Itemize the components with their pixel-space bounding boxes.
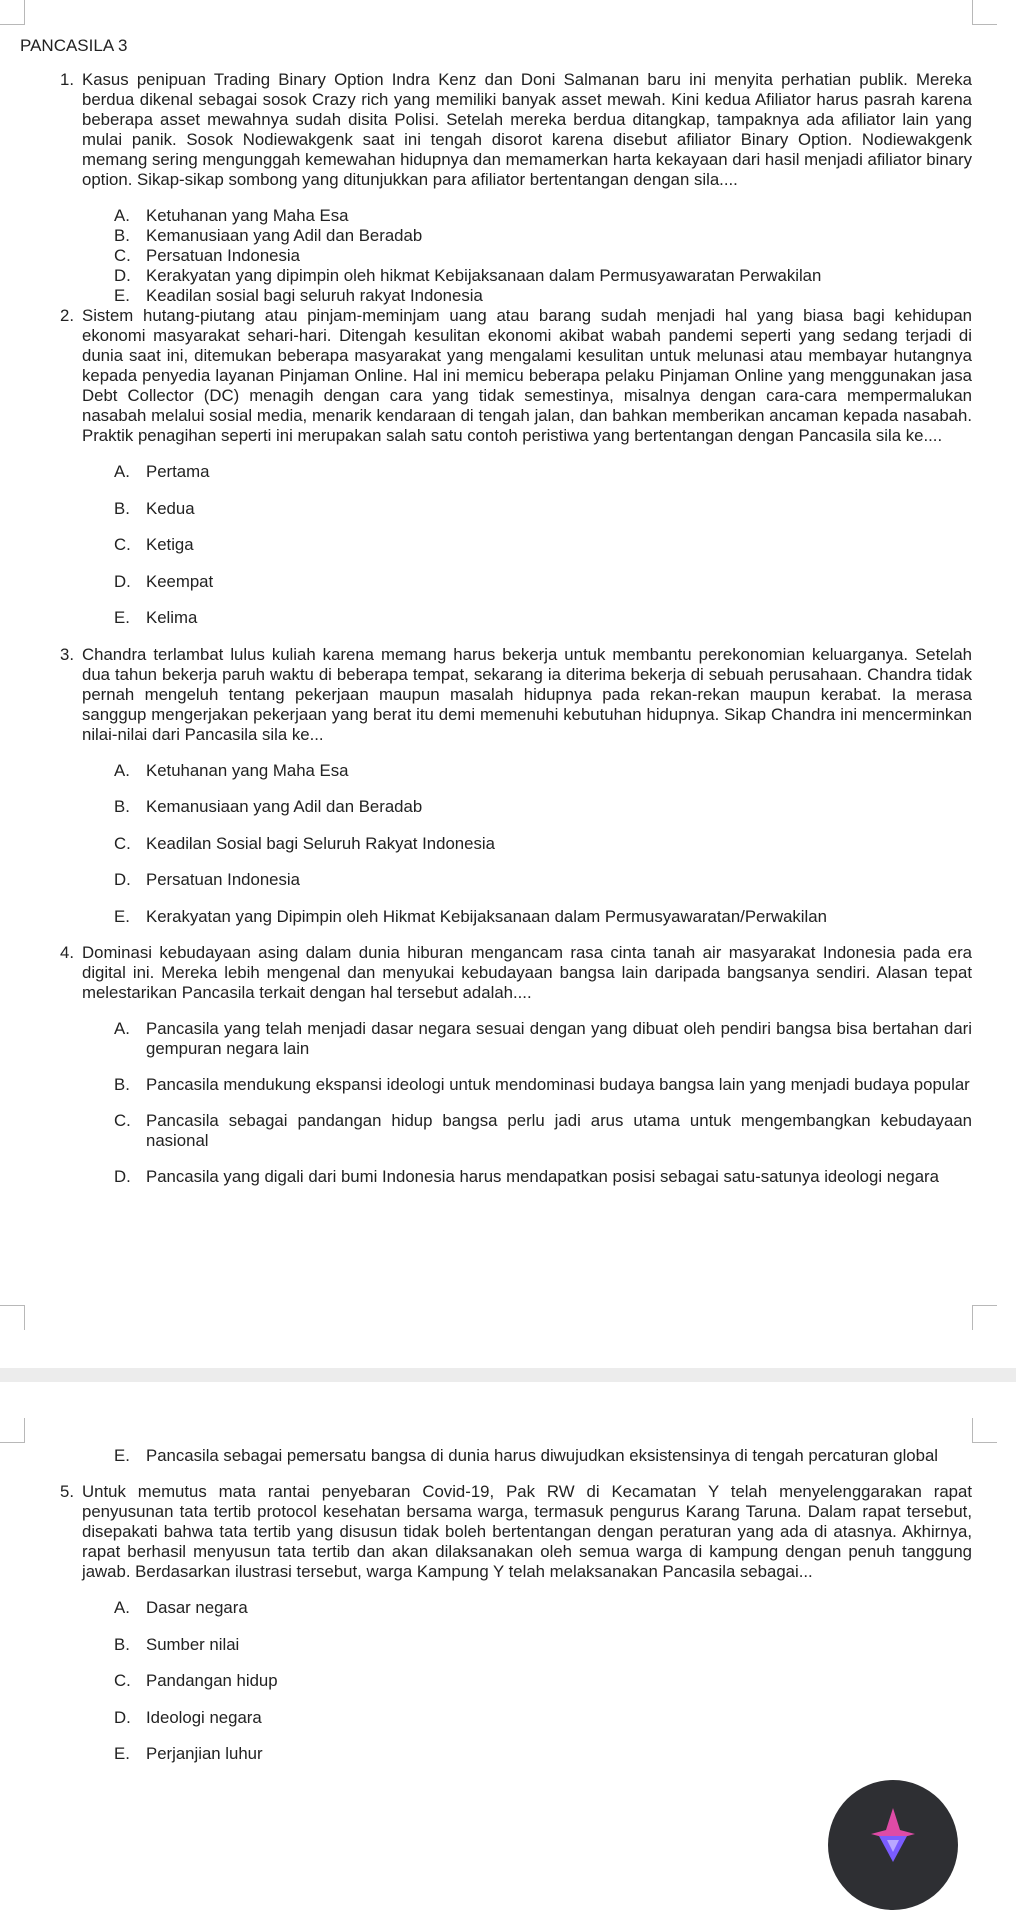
page-corner-mark bbox=[972, 0, 997, 25]
option-a[interactable] bbox=[114, 1598, 972, 1618]
options-list bbox=[20, 206, 972, 306]
option-letter: E. bbox=[114, 286, 130, 305]
option-text: Ketiga bbox=[146, 535, 194, 554]
question-number: 2. bbox=[60, 306, 74, 325]
option-text: Pancasila sebagai pandangan hidup bangsa perlu jadi arus utama untuk mengembangkan kebudayaan nasional bbox=[146, 1111, 972, 1150]
option-letter: B. bbox=[114, 1075, 130, 1094]
question-text: Chandra terlambat lulus kuliah karena memang harus bekerja untuk membantu perekonomian keluarganya. Setelah dua tahun bekerja paruh waktu di beberapa tempat, sekarang ia diterima bekerja di sebuah perusahaan. Chandra tidak pernah mengeluh tentang pekerjaan maupun masalah hidupnya pada rekan-rekan maupun kerabat. Ia merasa sanggup mengerjakan pekerjaan yang berat itu demi memenuhi kebutuhan hidupnya. Sikap Chandra ini mencerminkan nilai-nilai dari Pancasila sila ke... bbox=[82, 644, 972, 744]
option-letter: B. bbox=[114, 498, 130, 518]
question-text: Dominasi kebudayaan asing dalam dunia hiburan mengancam rasa cinta tanah air masyarakat Indonesia pada era digital ini. Mereka lebih mengenal dan menyukai kebudayaan bangsa lain daripada bangsanya sendiri. Alasan tepat melestarikan Pancasila terkait dengan hal tersebut adalah.... bbox=[82, 943, 972, 1002]
option-a[interactable] bbox=[114, 462, 972, 482]
option-letter: C. bbox=[114, 833, 131, 853]
option-text: Kedua bbox=[146, 498, 195, 518]
option-letter: A. bbox=[114, 206, 130, 225]
option-letter: B. bbox=[114, 797, 130, 816]
option-text: Persatuan Indonesia bbox=[146, 870, 300, 889]
page-2-content bbox=[20, 1446, 972, 1781]
option-d[interactable] bbox=[114, 870, 972, 890]
option-letter: C. bbox=[114, 1671, 131, 1690]
option-letter: D. bbox=[114, 571, 131, 591]
option-b[interactable] bbox=[114, 797, 972, 817]
option-letter: A. bbox=[114, 462, 130, 481]
option-text: Sumber nilai bbox=[146, 1634, 240, 1654]
option-c[interactable] bbox=[114, 535, 972, 555]
option-c[interactable] bbox=[114, 1671, 972, 1691]
option-e[interactable] bbox=[114, 286, 972, 306]
question-1 bbox=[20, 70, 972, 306]
page-corner-mark bbox=[972, 1305, 997, 1330]
options-list bbox=[20, 761, 972, 927]
option-letter: E. bbox=[114, 608, 130, 627]
option-letter: C. bbox=[114, 1111, 131, 1130]
option-letter: B. bbox=[114, 1634, 130, 1654]
option-e[interactable] bbox=[114, 608, 972, 628]
option-d[interactable] bbox=[114, 572, 972, 592]
sparkle-logo-icon bbox=[865, 1806, 921, 1866]
option-text: Ketuhanan yang Maha Esa bbox=[146, 206, 349, 225]
option-d[interactable] bbox=[114, 1708, 972, 1728]
option-text: Ketuhanan yang Maha Esa bbox=[146, 760, 349, 780]
page-1-content bbox=[20, 36, 972, 1203]
option-c[interactable] bbox=[114, 1111, 972, 1151]
question-number: 5. bbox=[60, 1482, 74, 1501]
option-b[interactable] bbox=[114, 1635, 972, 1655]
option-text: Kemanusiaan yang Adil dan Beradab bbox=[146, 797, 423, 816]
option-letter: E. bbox=[114, 1744, 130, 1763]
option-d[interactable] bbox=[114, 1167, 972, 1187]
question-text: Kasus penipuan Trading Binary Option Indra Kenz dan Doni Salmanan baru ini menyita perhatian publik. Mereka berdua dikenal sebagai sosok Crazy rich yang memiliki banyak asset mewah. Kini kedua Afiliator harus pasrah karena beberapa asset mewahnya sudah disita Polisi. Setelah mereka berdua ditangkap, tampaknya ada afiliator lain yang mulai panik. Sosok Nodiewakgenk saat ini tengah disorot karena disebut afiliator Binary Option. Nodiewakgenk memang sering mengunggah kemewahan hidupnya dan memamerkan harta kekayaan dari hasil menjadi afiliator binary option. Sikap-sikap sombong yang ditunjukkan para afiliator bertentangan dengan sila.... bbox=[82, 70, 972, 189]
option-letter: C. bbox=[114, 535, 131, 554]
option-b[interactable] bbox=[114, 499, 972, 519]
question-text: Untuk memutus mata rantai penyebaran Covid-19, Pak RW di Kecamatan Y telah menyelenggarakan rapat penyusunan tata tertib protocol kesehatan bersama warga, termasuk pengurus Karang Taruna. Dalam rapat tersebut, disepakati bahwa tata tertib yang disusun tidak boleh bertentangan dengan peraturan yang ada di atasnya. Akhirnya, rapat berhasil menyusun tata tertib dan akan dilaksanakan oleh semua warga di kampung dengan penuh tanggung jawab. Berdasarkan ilustrasi tersebut, warga Kampung Y telah melaksanakan Pancasila sebagai... bbox=[82, 1482, 972, 1581]
question-5 bbox=[20, 1482, 972, 1764]
document-page-2 bbox=[0, 1382, 1016, 1845]
option-letter: B. bbox=[114, 226, 130, 245]
option-letter: E. bbox=[114, 1446, 130, 1465]
option-a[interactable] bbox=[114, 761, 972, 781]
question-2 bbox=[20, 306, 972, 628]
option-a[interactable] bbox=[114, 1019, 972, 1059]
option-text: Persatuan Indonesia bbox=[146, 246, 300, 265]
option-letter: A. bbox=[114, 1598, 130, 1617]
assistant-fab-button[interactable] bbox=[828, 1780, 958, 1910]
option-text: Keadilan sosial bagi seluruh rakyat Indonesia bbox=[146, 286, 483, 305]
question-4 bbox=[20, 943, 972, 1187]
options-list-continued bbox=[20, 1446, 972, 1466]
option-e[interactable] bbox=[114, 1744, 972, 1764]
question-3 bbox=[20, 645, 972, 927]
option-c[interactable] bbox=[114, 246, 972, 266]
options-list bbox=[20, 462, 972, 628]
page-corner-mark bbox=[0, 0, 25, 25]
option-letter: D. bbox=[114, 870, 131, 889]
option-text: Pancasila yang digali dari bumi Indonesia harus mendapatkan posisi sebagai satu-satunya ideologi negara bbox=[146, 1167, 939, 1186]
option-text: Ideologi negara bbox=[146, 1707, 262, 1727]
options-list bbox=[20, 1598, 972, 1764]
option-text: Kerakyatan yang dipimpin oleh hikmat Kebijaksanaan dalam Permusyawaratan Perwakilan bbox=[146, 266, 822, 285]
option-letter: A. bbox=[114, 760, 130, 780]
option-text: Kelima bbox=[146, 608, 198, 627]
option-e[interactable] bbox=[114, 1446, 972, 1466]
option-text: Pandangan hidup bbox=[146, 1671, 278, 1690]
option-b[interactable] bbox=[114, 1075, 972, 1095]
option-letter: C. bbox=[114, 246, 131, 265]
option-letter: A. bbox=[114, 1019, 130, 1038]
option-text: Pancasila mendukung ekspansi ideologi untuk mendominasi budaya bangsa lain yang menjadi budaya popular bbox=[146, 1075, 970, 1094]
options-list bbox=[20, 1019, 972, 1187]
page-corner-mark bbox=[0, 1418, 25, 1443]
page-corner-mark bbox=[0, 1305, 25, 1330]
option-letter: E. bbox=[114, 906, 130, 926]
option-text: Dasar negara bbox=[146, 1598, 248, 1617]
option-letter: D. bbox=[114, 266, 131, 285]
option-d[interactable] bbox=[114, 266, 972, 286]
option-text: Perjanjian luhur bbox=[146, 1744, 263, 1763]
option-letter: D. bbox=[114, 1707, 131, 1727]
question-text: Sistem hutang-piutang atau pinjam-meminjam uang atau barang sudah menjadi hal yang biasa bagi kehidupan ekonomi masyarakat sehari-hari. Ditengah kesulitan ekonomi akibat wabah pandemi seperti yang sedang terjadi di dunia saat ini, ditemukan beberapa masyarakat yang mengalami kesulitan untuk melunasi atau membayar hutangnya kepada penyedia layanan Pinjaman Online. Hal ini memicu beberapa pelaku Pinjaman Online yang menggunakan jasa Debt Collector (DC) menagih dengan cara yang tidak semestinya, misalnya dengan cara-cara mempermalukan nasabah melalui sosial media, menarik kendaraan di tengah jalan, dan bahkan memberikan ancaman kepada nasabah. Praktik penagihan seperti ini merupakan salah satu contoh peristiwa yang bertentangan dengan Pancasila sila ke.... bbox=[82, 306, 972, 445]
document-title: PANCASILA 3 bbox=[20, 36, 128, 55]
option-c[interactable] bbox=[114, 834, 972, 854]
option-b[interactable] bbox=[114, 226, 972, 246]
option-text: Pancasila yang telah menjadi dasar negara sesuai dengan yang dibuat oleh pendiri bangsa bisa bertahan dari gempuran negara lain bbox=[146, 1019, 972, 1058]
option-text: Kemanusiaan yang Adil dan Beradab bbox=[146, 226, 423, 245]
page-separator bbox=[0, 1368, 1016, 1382]
option-text: Kerakyatan yang Dipimpin oleh Hikmat Kebijaksanaan dalam Permusyawaratan/Perwakilan bbox=[146, 906, 827, 926]
option-text: Keempat bbox=[146, 571, 214, 591]
option-text: Pertama bbox=[146, 462, 210, 481]
question-number: 1. bbox=[60, 70, 74, 89]
page-corner-mark bbox=[972, 1418, 997, 1443]
option-text: Pancasila sebagai pemersatu bangsa di dunia harus diwujudkan eksistensinya di tengah percaturan global bbox=[146, 1446, 939, 1465]
question-number: 3. bbox=[60, 644, 74, 664]
option-e[interactable] bbox=[114, 907, 972, 927]
option-text: Keadilan Sosial bagi Seluruh Rakyat Indonesia bbox=[146, 833, 495, 853]
option-letter: D. bbox=[114, 1167, 131, 1186]
option-a[interactable] bbox=[114, 206, 972, 226]
question-number: 4. bbox=[60, 943, 74, 962]
